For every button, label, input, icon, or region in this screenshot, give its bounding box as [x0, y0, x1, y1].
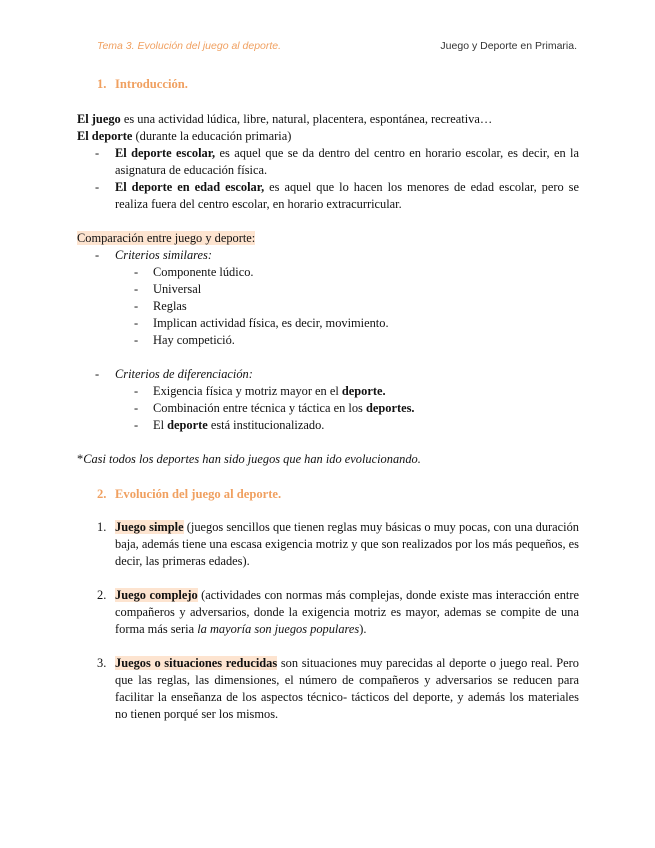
evolution-item-3 — [77, 655, 579, 723]
juego-definition — [77, 111, 579, 128]
section-heading-introduccion — [97, 76, 188, 93]
list-item: - Combinación entre técnica y táctica en los deportes. — [134, 401, 415, 415]
list-item: - Reglas — [134, 299, 187, 313]
section-title: Introducción. — [115, 77, 188, 91]
list-item: - Hay competició. — [134, 333, 235, 347]
juego-text: es una actividad lúdica, libre, natural, placentera, espontánea, recreativa… — [120, 112, 493, 126]
bullet-term: El deporte escolar, — [115, 146, 216, 160]
list-item: 3. Juegos o situaciones reducidas son situaciones muy parecidas al deporte o juego real. Pero que las reglas, las dimensiones, el número de compañeros y adversarios se reducen para facilitar la enseñanza de los aspectos técnico- tácticos del deporte, y además los materiales no tienen porqué ser los mismos. — [97, 656, 579, 721]
deporte-term: El deporte — [77, 129, 133, 143]
bullet-text: es aquel que lo hacen los menores de edad escolar, pero se realiza fuera del centro escolar, en horario extracurricular. — [115, 180, 579, 211]
evolution-item-2 — [77, 587, 579, 638]
evolution-term: Juego simple — [115, 520, 184, 534]
similar-criteria-label: - Criterios similares: — [95, 248, 212, 262]
header-topic: Tema 3. Evolución del juego al deporte. — [97, 40, 282, 52]
list-item: 2. Juego complejo (actividades con normas más complejas, donde existe mas interacción entre compañeros y adversarios, donde la exigencia motriz es mayor, ademas se compite de una forma más seria la mayoría son juegos populares). — [97, 588, 579, 636]
list-item: - El deporte está institucionalizado. — [134, 418, 325, 432]
difference-criteria-label: - Criterios de diferenciación: — [95, 367, 253, 381]
list-item: - Exigencia física y motriz mayor en el deporte. — [134, 384, 386, 398]
evolution-term: Juego complejo — [115, 588, 198, 602]
evolution-item-1 — [77, 519, 579, 570]
list-item: - Implican actividad física, es decir, movimiento. — [134, 316, 389, 330]
bullet-term: El deporte en edad escolar, — [115, 180, 265, 194]
section-number: 2. — [97, 487, 107, 501]
header-subject: Juego y Deporte en Primaria. — [440, 40, 577, 52]
section-number: 1. — [97, 77, 107, 91]
intro-block — [77, 111, 579, 213]
bullet-text: es aquel que se da dentro del centro en horario escolar, es decir, en la asignatura de educación física. — [115, 146, 579, 177]
section-heading-evolucion — [97, 486, 281, 503]
list-item: - Universal — [134, 282, 202, 296]
comparison-title: Comparación entre juego y deporte: — [77, 231, 256, 245]
list-item: - Componente lúdico. — [134, 265, 254, 279]
comparison-block — [77, 230, 579, 468]
evolution-term: Juegos o situaciones reducidas — [115, 656, 278, 670]
juego-term: El juego — [77, 112, 121, 126]
deporte-text: (durante la educación primaria) — [132, 129, 292, 143]
deporte-definition — [77, 128, 579, 145]
section-title: Evolución del juego al deporte. — [115, 487, 282, 501]
list-item: - El deporte escolar, es aquel que se da dentro del centro en horario escolar, es decir, en la asignatura de educación física. — [95, 146, 579, 177]
list-item: 1. Juego simple (juegos sencillos que tienen reglas muy básicas o muy pocas, con una duración baja, además tiene una escasa exigencia motriz y que son realizados por los más pequeños, es decir, las primeras edades). — [97, 520, 579, 568]
list-item: - El deporte en edad escolar, es aquel que lo hacen los menores de edad escolar, pero se realiza fuera del centro escolar, en horario extracurricular. — [95, 180, 579, 211]
evolution-note: *Casi todos los deportes han sido juegos que han ido evolucionando. — [77, 452, 421, 466]
